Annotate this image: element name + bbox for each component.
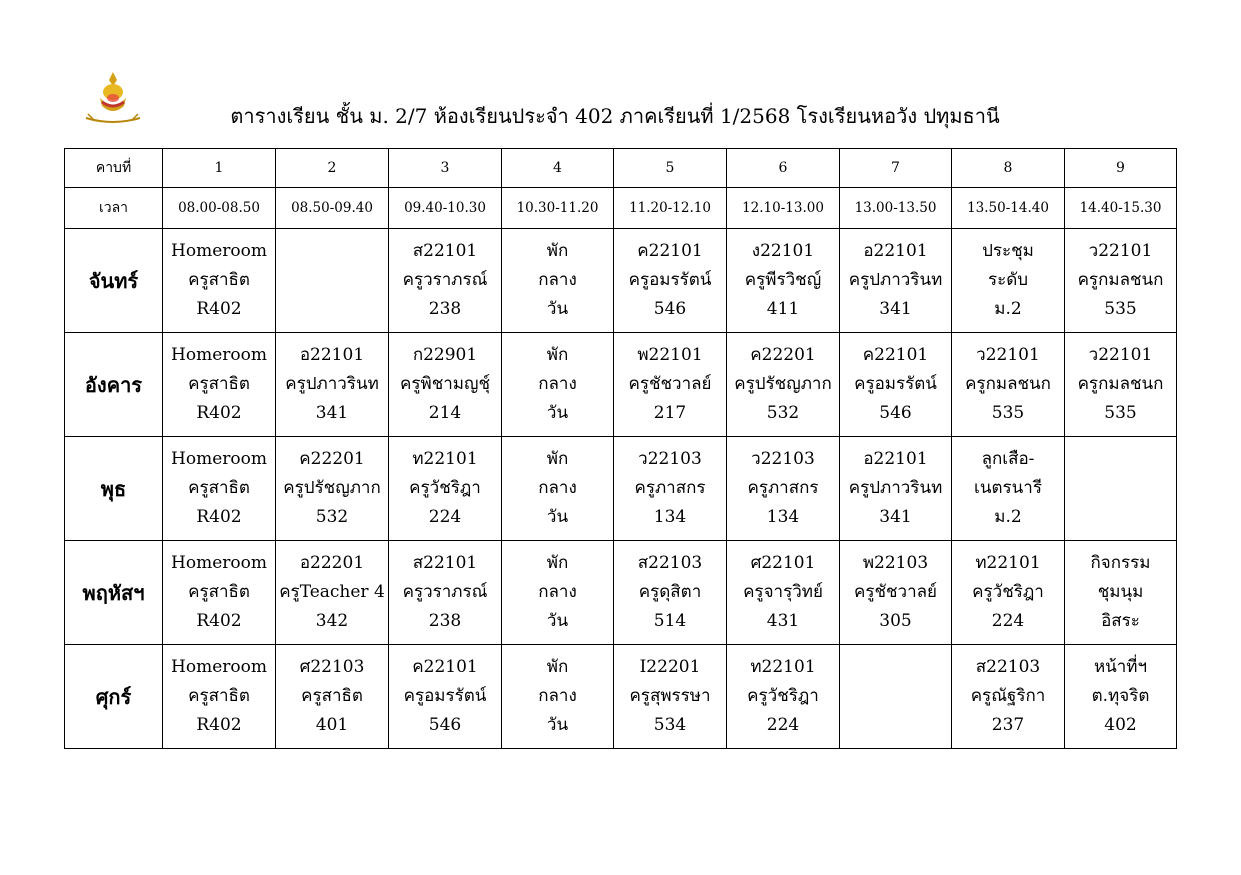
subject-code: ส22103: [637, 553, 703, 573]
schedule-cell: [614, 333, 727, 437]
teacher-name: ครูอมรรัตน์: [854, 374, 937, 394]
day-row: [65, 541, 1177, 645]
schedule-cell: [502, 229, 614, 333]
room-number: 342: [315, 611, 349, 631]
day-name: พฤหัสฯ: [65, 541, 163, 645]
teacher-name: ครูชัชวาลย์: [853, 582, 938, 602]
subject-code: Homeroom: [171, 241, 267, 261]
room-number: 237: [991, 715, 1025, 735]
room-number: อิสระ: [1101, 611, 1140, 631]
schedule-cell: [1065, 645, 1177, 749]
schedule-cell: [163, 333, 276, 437]
teacher-name: ครูพิชามญชุ์: [399, 374, 491, 394]
subject-code: ว22103: [638, 449, 702, 469]
schedule-cell: [952, 229, 1065, 333]
teacher-name: ครูปรัชญภาก: [734, 374, 832, 394]
schedule-cell: [727, 437, 840, 541]
room-number: ม.2: [994, 299, 1022, 319]
room-number: 431: [766, 611, 800, 631]
teacher-name: ครูวัชริฎา: [747, 686, 819, 706]
subject-code: อ22101: [299, 345, 365, 365]
teacher-name: ครูอมรรัตน์: [628, 270, 712, 290]
teacher-name: กลาง: [538, 582, 577, 602]
subject-code: ค22101: [862, 345, 929, 365]
subject-code: ศ22101: [750, 553, 816, 573]
subject-code: พ22103: [862, 553, 929, 573]
schedule-cell: [276, 333, 389, 437]
page-title: ตารางเรียน ชั้น ม. 2/7 ห้องเรียนประจำ 402 ภาคเรียนที่ 1/2568 โรงเรียนหอวัง ปทุมธานี: [230, 104, 1000, 128]
schedule-cell: [840, 333, 952, 437]
schedule-cell: [614, 437, 727, 541]
subject-code: ส22103: [975, 657, 1041, 677]
teacher-name: ชุมนุม: [1097, 582, 1144, 602]
room-number: 546: [653, 299, 687, 319]
schedule-cell: [952, 333, 1065, 437]
schedule-cell: [1065, 229, 1177, 333]
teacher-name: กลาง: [538, 478, 577, 498]
schedule-cell: [502, 437, 614, 541]
subject-code: ค22201: [299, 449, 365, 469]
schedule-cell: [614, 645, 727, 749]
schedule-cell: [389, 645, 502, 749]
schedule-cell: [952, 645, 1065, 749]
schedule-cell: [1065, 333, 1177, 437]
subject-code: ก22901: [412, 345, 478, 365]
room-number: R402: [196, 299, 242, 319]
period-time: 10.30-11.20: [502, 188, 614, 229]
room-number: 238: [428, 299, 462, 319]
period-number: 5: [614, 149, 727, 188]
period-time: 09.40-10.30: [389, 188, 502, 229]
schedule-cell: [276, 229, 389, 333]
period-time: 13.00-13.50: [840, 188, 952, 229]
teacher-name: ครูTeacher 4: [279, 582, 385, 602]
time-label: เวลา: [65, 188, 163, 229]
teacher-name: ครูกมลชนก: [1077, 270, 1164, 290]
period-header-row: [65, 149, 1177, 188]
period-time: 13.50-14.40: [952, 188, 1065, 229]
subject-code: อ22101: [863, 241, 928, 261]
room-number: R402: [196, 507, 242, 527]
room-number: วัน: [546, 507, 569, 527]
teacher-name: ครูสาธิต: [188, 270, 250, 290]
teacher-name: ครูดุสิตา: [638, 582, 702, 602]
subject-code: I22201: [639, 657, 701, 677]
schedule-cell: [502, 333, 614, 437]
schedule-cell: [276, 645, 389, 749]
room-number: 238: [428, 611, 462, 631]
room-number: 214: [428, 403, 462, 423]
room-number: 532: [315, 507, 349, 527]
period-label: คาบที่: [65, 149, 163, 188]
room-number: 535: [1104, 299, 1137, 319]
subject-code: ว22101: [1088, 241, 1153, 261]
teacher-name: ครูจารุวิทย์: [743, 582, 823, 602]
subject-code: พัก: [546, 553, 569, 573]
teacher-name: กลาง: [538, 374, 577, 394]
teacher-name: ครูพีรวิชญ์: [744, 270, 822, 290]
schedule-cell: [727, 333, 840, 437]
period-number: 2: [276, 149, 389, 188]
teacher-name: ครูวราภรณ์: [402, 582, 488, 602]
teacher-name: ครูชัชวาลย์: [628, 374, 712, 394]
schedule-cell: [389, 541, 502, 645]
schedule-cell: [163, 229, 276, 333]
subject-code: Homeroom: [171, 657, 267, 677]
period-number: 6: [727, 149, 840, 188]
subject-code: อ22201: [299, 553, 365, 573]
period-number: 7: [840, 149, 952, 188]
subject-code: ค22201: [750, 345, 816, 365]
room-number: 546: [428, 715, 462, 735]
room-number: 534: [653, 715, 687, 735]
teacher-name: กลาง: [538, 686, 577, 706]
period-number: 9: [1065, 149, 1177, 188]
room-number: 217: [653, 403, 687, 423]
teacher-name: ครูภาสกร: [747, 478, 819, 498]
schedule-cell: [163, 437, 276, 541]
teacher-name: ครูสาธิต: [188, 686, 250, 706]
schedule-cell: [952, 437, 1065, 541]
room-number: วัน: [546, 403, 569, 423]
day-name: อังคาร: [65, 333, 163, 437]
subject-code: ส22101: [412, 241, 478, 261]
teacher-name: ครูกมลชนก: [1077, 374, 1164, 394]
subject-code: ว22101: [976, 345, 1040, 365]
schedule-cell: [952, 541, 1065, 645]
schedule-cell: [614, 541, 727, 645]
schedule-cell: [389, 229, 502, 333]
subject-code: ท22101: [975, 553, 1041, 573]
schedule-cell: [840, 229, 952, 333]
day-name: จันทร์: [65, 229, 163, 333]
day-name: พุธ: [65, 437, 163, 541]
schedule-cell: [727, 229, 840, 333]
subject-code: พ22101: [637, 345, 703, 365]
room-number: วัน: [546, 299, 569, 319]
schedule-cell: [163, 645, 276, 749]
room-number: R402: [196, 715, 242, 735]
teacher-name: ครูสาธิต: [188, 478, 250, 498]
period-number: 1: [163, 149, 276, 188]
room-number: 411: [766, 299, 800, 319]
subject-code: Homeroom: [171, 449, 267, 469]
period-number: 3: [389, 149, 502, 188]
room-number: R402: [196, 403, 242, 423]
room-number: วัน: [546, 715, 569, 735]
room-number: 341: [879, 507, 912, 527]
schedule-cell: [840, 437, 952, 541]
subject-code: ว22101: [1088, 345, 1153, 365]
subject-code: ประชุม: [982, 241, 1034, 261]
day-row: [65, 333, 1177, 437]
room-number: 134: [766, 507, 800, 527]
room-number: 224: [428, 507, 462, 527]
schedule-cell: [276, 437, 389, 541]
teacher-name: ต.ทุจริต: [1091, 686, 1150, 706]
teacher-name: ครูสาธิต: [188, 374, 250, 394]
room-number: 535: [991, 403, 1025, 423]
room-number: 532: [766, 403, 800, 423]
room-number: 305: [879, 611, 912, 631]
subject-code: ลูกเสือ-: [981, 449, 1035, 469]
schedule-cell: [389, 333, 502, 437]
teacher-name: ครูสาธิต: [301, 686, 363, 706]
schedule-cell: [276, 541, 389, 645]
schedule-cell: [727, 541, 840, 645]
schedule-cell: [840, 645, 952, 749]
schedule-cell: [614, 229, 727, 333]
teacher-name: ครูวัชริฎา: [972, 582, 1044, 602]
teacher-name: ระดับ: [987, 270, 1029, 290]
schedule-cell: [163, 541, 276, 645]
subject-code: พัก: [546, 241, 569, 261]
room-number: 546: [879, 403, 912, 423]
subject-code: กิจกรรม: [1090, 553, 1151, 573]
schedule-cell: [502, 541, 614, 645]
schedule-cell: [502, 645, 614, 749]
period-time: 08.00-08.50: [163, 188, 276, 229]
teacher-name: เนตรนารี: [974, 478, 1042, 498]
day-row: [65, 645, 1177, 749]
subject-code: ศ22103: [299, 657, 365, 677]
teacher-name: ครูสาธิต: [188, 582, 250, 602]
period-number: 4: [502, 149, 614, 188]
schedule-cell: [727, 645, 840, 749]
period-time: 12.10-13.00: [727, 188, 840, 229]
room-number: 224: [991, 611, 1025, 631]
teacher-name: ครูวราภรณ์: [402, 270, 488, 290]
school-emblem-icon: [80, 68, 146, 128]
teacher-name: ครูปภาวรินท: [848, 270, 943, 290]
schedule-cell: [840, 541, 952, 645]
teacher-name: ครูสุพรรษา: [629, 686, 711, 706]
schedule-cell: [1065, 541, 1177, 645]
teacher-name: กลาง: [538, 270, 577, 290]
period-time: 14.40-15.30: [1065, 188, 1177, 229]
period-time: 08.50-09.40: [276, 188, 389, 229]
room-number: 341: [315, 403, 349, 423]
period-number: 8: [952, 149, 1065, 188]
room-number: 341: [879, 299, 912, 319]
room-number: 535: [1104, 403, 1137, 423]
subject-code: ค22101: [412, 657, 478, 677]
room-number: 401: [315, 715, 349, 735]
teacher-name: ครูอมรรัตน์: [403, 686, 487, 706]
room-number: 514: [653, 611, 687, 631]
subject-code: พัก: [546, 657, 569, 677]
subject-code: ค22101: [637, 241, 703, 261]
day-name: ศุกร์: [65, 645, 163, 749]
room-number: R402: [196, 611, 242, 631]
room-number: 134: [653, 507, 687, 527]
subject-code: ว22103: [751, 449, 815, 469]
subject-code: พัก: [546, 345, 569, 365]
teacher-name: ครูกมลชนก: [965, 374, 1051, 394]
room-number: ม.2: [994, 507, 1022, 527]
room-number: 224: [766, 715, 800, 735]
teacher-name: ครูปภาวรินท: [285, 374, 379, 394]
subject-code: ท22101: [750, 657, 816, 677]
schedule-cell: [389, 437, 502, 541]
timetable: [64, 148, 1177, 749]
day-row: [65, 437, 1177, 541]
day-row: [65, 229, 1177, 333]
time-header-row: [65, 188, 1177, 229]
subject-code: พัก: [546, 449, 569, 469]
room-number: 402: [1104, 715, 1137, 735]
teacher-name: ครูวัชริฎา: [409, 478, 481, 498]
teacher-name: ครูปรัชญภาก: [283, 478, 381, 498]
period-time: 11.20-12.10: [614, 188, 727, 229]
subject-code: ง22101: [751, 241, 815, 261]
schedule-cell: [1065, 437, 1177, 541]
subject-code: อ22101: [863, 449, 928, 469]
teacher-name: ครูปภาวรินท: [848, 478, 943, 498]
room-number: วัน: [546, 611, 569, 631]
teacher-name: ครูภาสกร: [634, 478, 706, 498]
teacher-name: ครูณัฐริกา: [970, 686, 1046, 706]
subject-code: หน้าที่ฯ: [1093, 657, 1148, 677]
subject-code: ท22101: [412, 449, 478, 469]
subject-code: Homeroom: [171, 553, 267, 573]
subject-code: Homeroom: [171, 345, 267, 365]
subject-code: ส22101: [412, 553, 478, 573]
